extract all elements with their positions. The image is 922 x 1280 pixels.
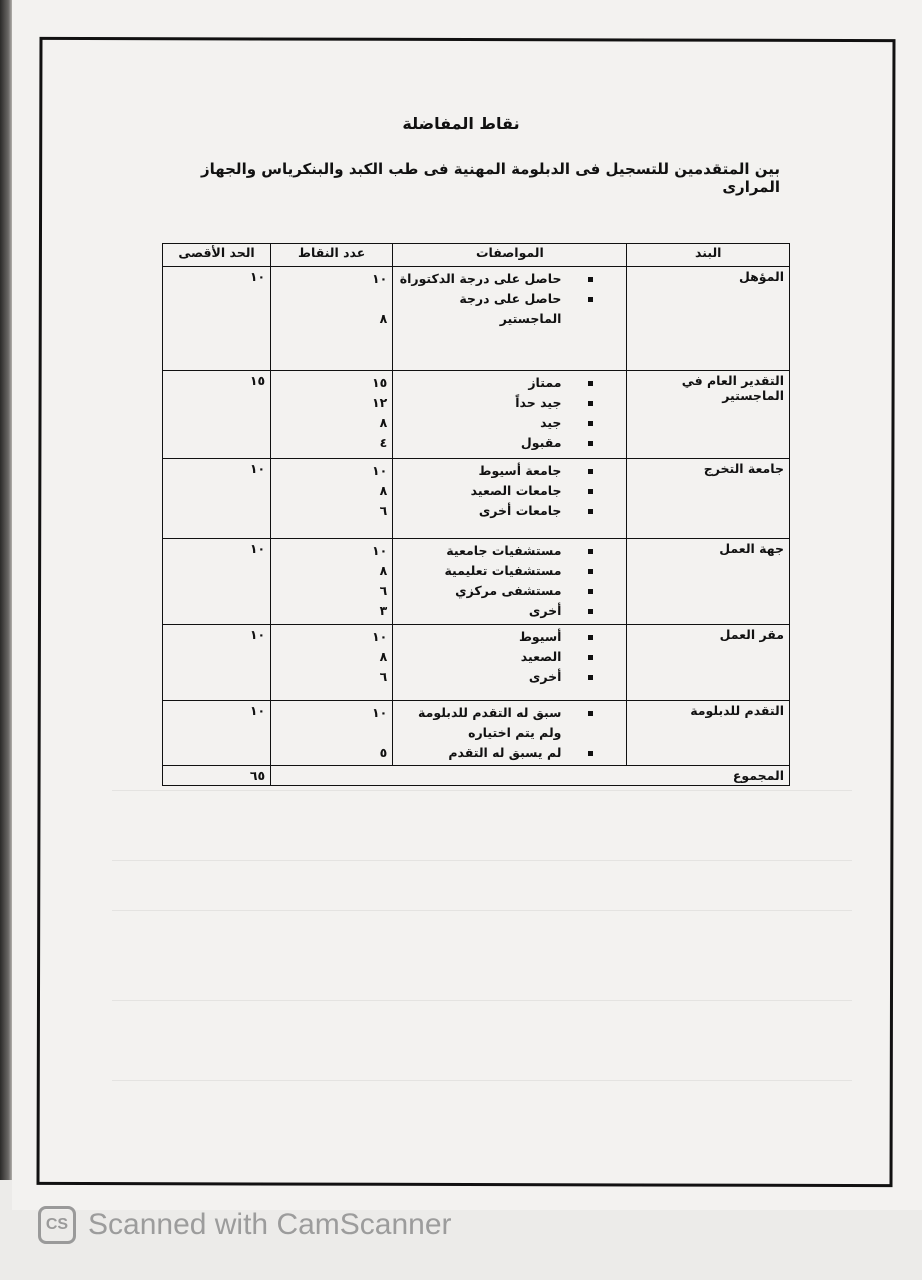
spec-item: جيد حداً (398, 393, 621, 413)
spec-item: أسيوط (398, 627, 621, 647)
point-value: ٨ (379, 415, 388, 430)
row-max: ١٠ (163, 625, 271, 701)
point-value: ١٠ (372, 629, 388, 644)
row-points (271, 371, 393, 459)
spec-item: الصعيد (398, 647, 621, 667)
spec-item: مستشفيات تعليمية (398, 561, 621, 581)
spec-item: ممتاز (398, 373, 621, 393)
point-value: ١٢ (372, 395, 388, 410)
camscanner-logo-icon: CS (38, 1206, 76, 1244)
camscanner-watermark (38, 1206, 452, 1244)
watermark-text: Scanned with CamScanner (88, 1208, 452, 1241)
spec-item: مقبول (398, 433, 621, 453)
total-row (163, 766, 790, 786)
point-value: ٨ (379, 649, 388, 664)
row-points (271, 459, 393, 539)
table-header-row (163, 244, 790, 267)
total-label: المجموع (271, 766, 790, 786)
point-value: ١٥ (372, 375, 388, 390)
row-item: المؤهل (627, 267, 790, 371)
spec-item: حاصل على درجة الماجستير (398, 289, 621, 329)
row-points (271, 701, 393, 766)
row-item: مقر العمل (627, 625, 790, 701)
row-specs (393, 625, 627, 701)
table-row (163, 267, 790, 371)
point-value: ٨ (379, 483, 388, 498)
spec-item: سبق له التقدم للدبلومة ولم يتم اختياره (398, 703, 621, 743)
row-specs (393, 267, 627, 371)
spec-item: أخرى (398, 601, 621, 621)
total-value: ٦٥ (163, 766, 271, 786)
header-item: البند (627, 244, 790, 267)
row-points (271, 625, 393, 701)
spec-item: أخرى (398, 667, 621, 687)
table-row (163, 625, 790, 701)
table-row (163, 459, 790, 539)
spec-item: حاصل على درجة الدكتوراة (398, 269, 621, 289)
spec-item: مستشفى مركزي (398, 581, 621, 601)
point-value: ١٠ (372, 463, 388, 478)
point-value (276, 723, 387, 743)
point-value: ٥ (379, 745, 388, 760)
header-specs: المواصفات (393, 244, 627, 267)
spec-item: لم يسبق له التقدم (398, 743, 621, 763)
point-value (276, 289, 387, 309)
header-max: الحد الأقصى (163, 244, 271, 267)
point-value: ٨ (379, 311, 388, 326)
row-max: ١٠ (163, 539, 271, 625)
header-points: عدد النقاط (271, 244, 393, 267)
row-max: ١٠ (163, 267, 271, 371)
point-value: ٦ (379, 503, 388, 518)
point-value: ٦ (379, 583, 388, 598)
row-item: جهة العمل (627, 539, 790, 625)
row-max: ١٠ (163, 701, 271, 766)
spec-item: جيد (398, 413, 621, 433)
table-row (163, 371, 790, 459)
row-specs (393, 371, 627, 459)
row-item: التقدم للدبلومة (627, 701, 790, 766)
row-specs (393, 701, 627, 766)
spec-item: مستشفيات جامعية (398, 541, 621, 561)
table-row (163, 539, 790, 625)
point-value: ٦ (379, 669, 388, 684)
row-max: ١٥ (163, 371, 271, 459)
point-value: ١٠ (372, 543, 388, 558)
point-value: ٤ (379, 435, 388, 450)
row-item: التقدير العام في الماجستير (627, 371, 790, 459)
row-item: جامعة التخرج (627, 459, 790, 539)
row-max: ١٠ (163, 459, 271, 539)
row-specs (393, 539, 627, 625)
row-points (271, 539, 393, 625)
spec-item: جامعة أسيوط (398, 461, 621, 481)
table-row (163, 701, 790, 766)
point-value: ٨ (379, 563, 388, 578)
preference-points-table (162, 243, 790, 786)
spec-item: جامعات الصعيد (398, 481, 621, 501)
spec-item: جامعات أخرى (398, 501, 621, 521)
document-subtitle: بين المتقدمين للتسجيل فى الدبلومة المهنية فى طب الكبد والبنكرياس والجهاز المرارى (200, 160, 780, 196)
row-specs (393, 459, 627, 539)
point-value: ٣ (379, 603, 388, 618)
point-value: ١٠ (372, 705, 388, 720)
point-value: ١٠ (372, 271, 388, 286)
document-title: نقاط المفاضلة (402, 114, 520, 133)
row-points (271, 267, 393, 371)
